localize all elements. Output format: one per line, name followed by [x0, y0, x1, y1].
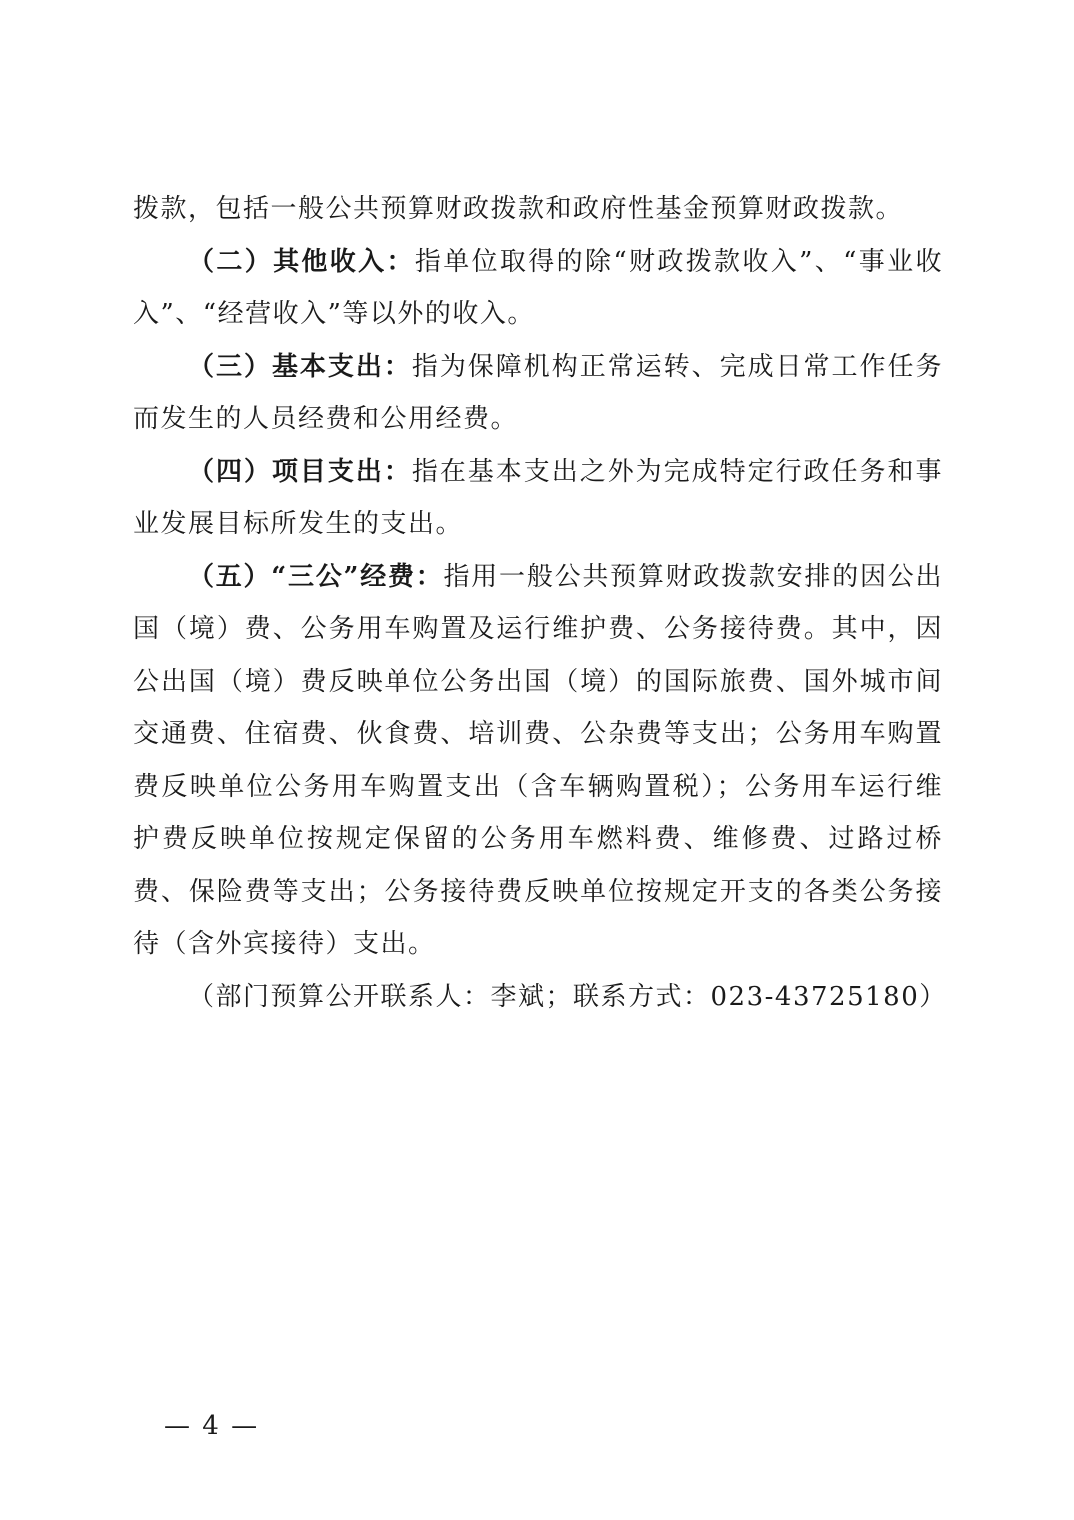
- paragraph-other-income: [133, 236, 943, 341]
- paragraph-text: 指为保障机构正常运转、完成日常工作任务而发生的人员经费和公用经费。: [133, 351, 943, 434]
- paragraph-text: 指用一般公共预算财政拨款安排的因公出国（境）费、公务用车购置及运行维护费、公务接待费。其中，因公出国（境）费反映单位公务出国（境）的国际旅费、国外城市间交通费、住宿费、伙食费、培训费、公杂费等支出；公务用车购置费反映单位公务用车购置支出（含车辆购置税）；公务用车运行维护费反映单位按规定保留的公务用车燃料费、维修费、过路过桥费、保险费等支出；公务接待费反映单位按规定开支的各类公务接待（含外宾接待）支出。: [133, 561, 943, 959]
- paragraph-project-expenditure: [133, 446, 943, 551]
- term-basic-expenditure: （三）基本支出：: [188, 351, 412, 382]
- paragraph-text: 拨款，包括一般公共预算财政拨款和政府性基金预算财政拨款。: [133, 194, 904, 224]
- paragraph-basic-expenditure: [133, 341, 943, 446]
- contact-information: [133, 971, 947, 1024]
- paragraph-continuation: [133, 183, 943, 236]
- page-number: — 4 —: [164, 1411, 260, 1441]
- document-body: [133, 183, 947, 1023]
- contact-text: （部门预算公开联系人：李斌；联系方式：023-43725180）: [188, 981, 947, 1012]
- term-three-public-expenses: （五）“三公”经费：: [188, 561, 444, 592]
- paragraph-text: 指在基本支出之外为完成特定行政任务和事业发展目标所发生的支出。: [133, 456, 943, 539]
- paragraph-text: 指单位取得的除“财政拨款收入”、“事业收入”、“经营收入”等以外的收入。: [133, 246, 943, 329]
- paragraph-three-public-expenses: [133, 551, 943, 971]
- term-project-expenditure: （四）项目支出：: [188, 456, 412, 487]
- term-other-income: （二）其他收入：: [188, 246, 415, 277]
